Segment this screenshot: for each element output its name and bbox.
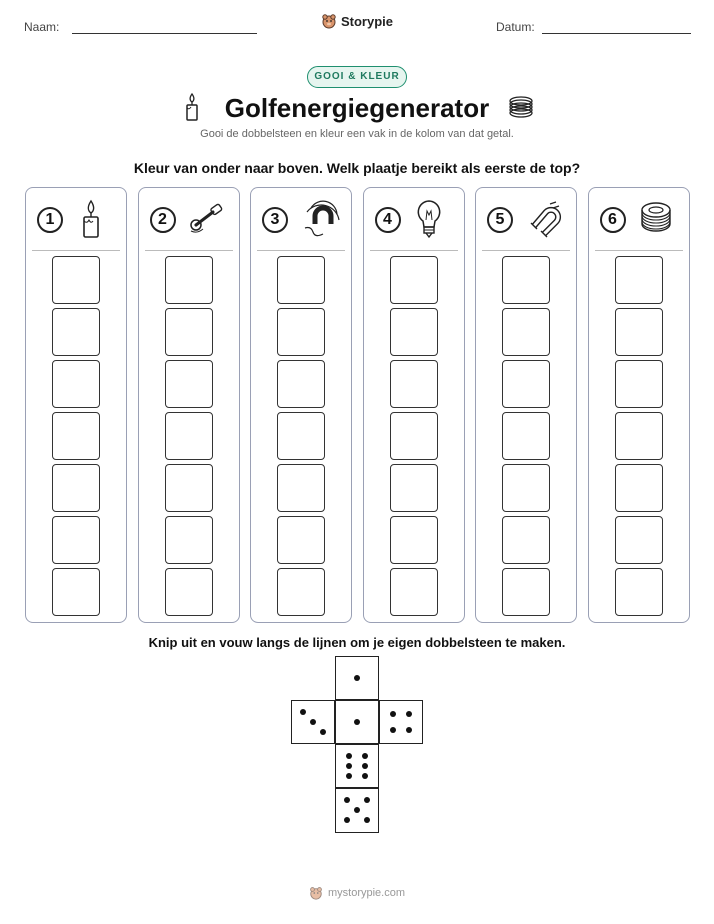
- column-number: 2: [150, 207, 176, 233]
- column-3: [250, 187, 352, 623]
- color-cell[interactable]: [277, 360, 325, 408]
- die-pip: [390, 727, 396, 733]
- die-pip: [406, 711, 412, 717]
- category-tag: GOOI & KLEUR: [307, 66, 407, 88]
- die-pip: [362, 763, 368, 769]
- column-number: 3: [262, 207, 288, 233]
- color-cell[interactable]: [502, 412, 550, 460]
- die-pip: [346, 763, 352, 769]
- column-2: [138, 187, 240, 623]
- footer: [0, 886, 714, 905]
- column-divider: [257, 250, 345, 251]
- name-label: Naam:: [24, 20, 60, 34]
- die-pip: [300, 709, 306, 715]
- die-pip: [364, 797, 370, 803]
- magnet-coil-icon: [301, 198, 341, 240]
- die-face-3: [291, 700, 335, 744]
- color-cell[interactable]: [52, 568, 100, 616]
- color-cell[interactable]: [502, 568, 550, 616]
- color-cell[interactable]: [615, 464, 663, 512]
- color-cell[interactable]: [615, 568, 663, 616]
- column-divider: [595, 250, 683, 251]
- color-cell[interactable]: [165, 516, 213, 564]
- color-cell[interactable]: [277, 516, 325, 564]
- die-pip: [320, 729, 326, 735]
- candle-icon: [76, 198, 106, 240]
- color-cell[interactable]: [615, 412, 663, 460]
- column-6: [588, 187, 690, 623]
- color-cell[interactable]: [277, 256, 325, 304]
- column-divider: [32, 250, 120, 251]
- die-pip: [344, 817, 350, 823]
- color-cell[interactable]: [390, 464, 438, 512]
- color-cell[interactable]: [165, 308, 213, 356]
- die-pip: [310, 719, 316, 725]
- color-cell[interactable]: [165, 360, 213, 408]
- column-divider: [145, 250, 233, 251]
- die-face-4: [379, 700, 423, 744]
- die-pip: [362, 753, 368, 759]
- page-title: Golfenergiegenerator: [224, 93, 490, 123]
- color-cell[interactable]: [615, 360, 663, 408]
- column-number: 6: [600, 207, 626, 233]
- lightbulb-icon: [414, 198, 444, 240]
- color-cell[interactable]: [165, 256, 213, 304]
- color-cell[interactable]: [165, 464, 213, 512]
- color-cell[interactable]: [165, 568, 213, 616]
- color-cell[interactable]: [52, 412, 100, 460]
- color-cell[interactable]: [615, 308, 663, 356]
- die-pip: [354, 807, 360, 813]
- color-cell[interactable]: [502, 464, 550, 512]
- die-pip: [354, 675, 360, 681]
- color-cell[interactable]: [52, 464, 100, 512]
- column-number: 1: [37, 207, 63, 233]
- storypie-logo-icon: [321, 13, 337, 29]
- page-subtitle: Gooi de dobbelsteen en kleur een vak in de kolom van dat getal.: [200, 128, 514, 140]
- color-cell[interactable]: [502, 256, 550, 304]
- column-number: 5: [487, 207, 513, 233]
- date-label: Datum:: [496, 20, 535, 34]
- die-pip: [346, 773, 352, 779]
- color-cell[interactable]: [277, 464, 325, 512]
- instruction-text: Kleur van onder naar boven. Welk plaatje bereikt als eerste de top?: [133, 160, 581, 176]
- die-pip: [364, 817, 370, 823]
- die-face-5: [335, 788, 379, 833]
- die-pip: [406, 727, 412, 733]
- column-divider: [482, 250, 570, 251]
- color-cell[interactable]: [390, 568, 438, 616]
- brand-name: Storypie: [340, 13, 393, 29]
- color-cell[interactable]: [277, 308, 325, 356]
- color-cell[interactable]: [390, 360, 438, 408]
- column-5: [475, 187, 577, 623]
- die-face-6: [335, 744, 379, 788]
- color-cell[interactable]: [52, 360, 100, 408]
- column-divider: [370, 250, 458, 251]
- die-pip: [362, 773, 368, 779]
- column-1: [25, 187, 127, 623]
- color-cell[interactable]: [52, 256, 100, 304]
- die-pip: [354, 719, 360, 725]
- color-cell[interactable]: [390, 516, 438, 564]
- magnet-icon: [526, 198, 562, 238]
- date-field[interactable]: [542, 33, 691, 34]
- storypie-footer-logo-icon: [309, 886, 323, 900]
- color-cell[interactable]: [277, 568, 325, 616]
- die-face-1: [335, 656, 379, 700]
- die-pip: [346, 753, 352, 759]
- die-pip: [390, 711, 396, 717]
- color-cell[interactable]: [165, 412, 213, 460]
- color-cell[interactable]: [502, 308, 550, 356]
- color-cell[interactable]: [615, 516, 663, 564]
- brand: [0, 13, 714, 34]
- crank-icon: [189, 198, 225, 238]
- color-cell[interactable]: [502, 360, 550, 408]
- color-cell[interactable]: [52, 308, 100, 356]
- coil-title-icon: [508, 94, 534, 120]
- color-cell[interactable]: [502, 516, 550, 564]
- color-cell[interactable]: [277, 412, 325, 460]
- column-number: 4: [375, 207, 401, 233]
- die-face-1-center: [335, 700, 379, 744]
- cut-instruction: Knip uit en vouw langs de lijnen om je eigen dobbelsteen te maken.: [148, 635, 566, 650]
- die-pip: [344, 797, 350, 803]
- column-4: [363, 187, 465, 623]
- color-cell[interactable]: [615, 256, 663, 304]
- copper-coil-icon: [639, 198, 673, 238]
- color-cell[interactable]: [390, 256, 438, 304]
- color-cell[interactable]: [52, 516, 100, 564]
- footer-url[interactable]: mystorypie.com: [327, 887, 406, 899]
- color-cell[interactable]: [390, 412, 438, 460]
- color-cell[interactable]: [390, 308, 438, 356]
